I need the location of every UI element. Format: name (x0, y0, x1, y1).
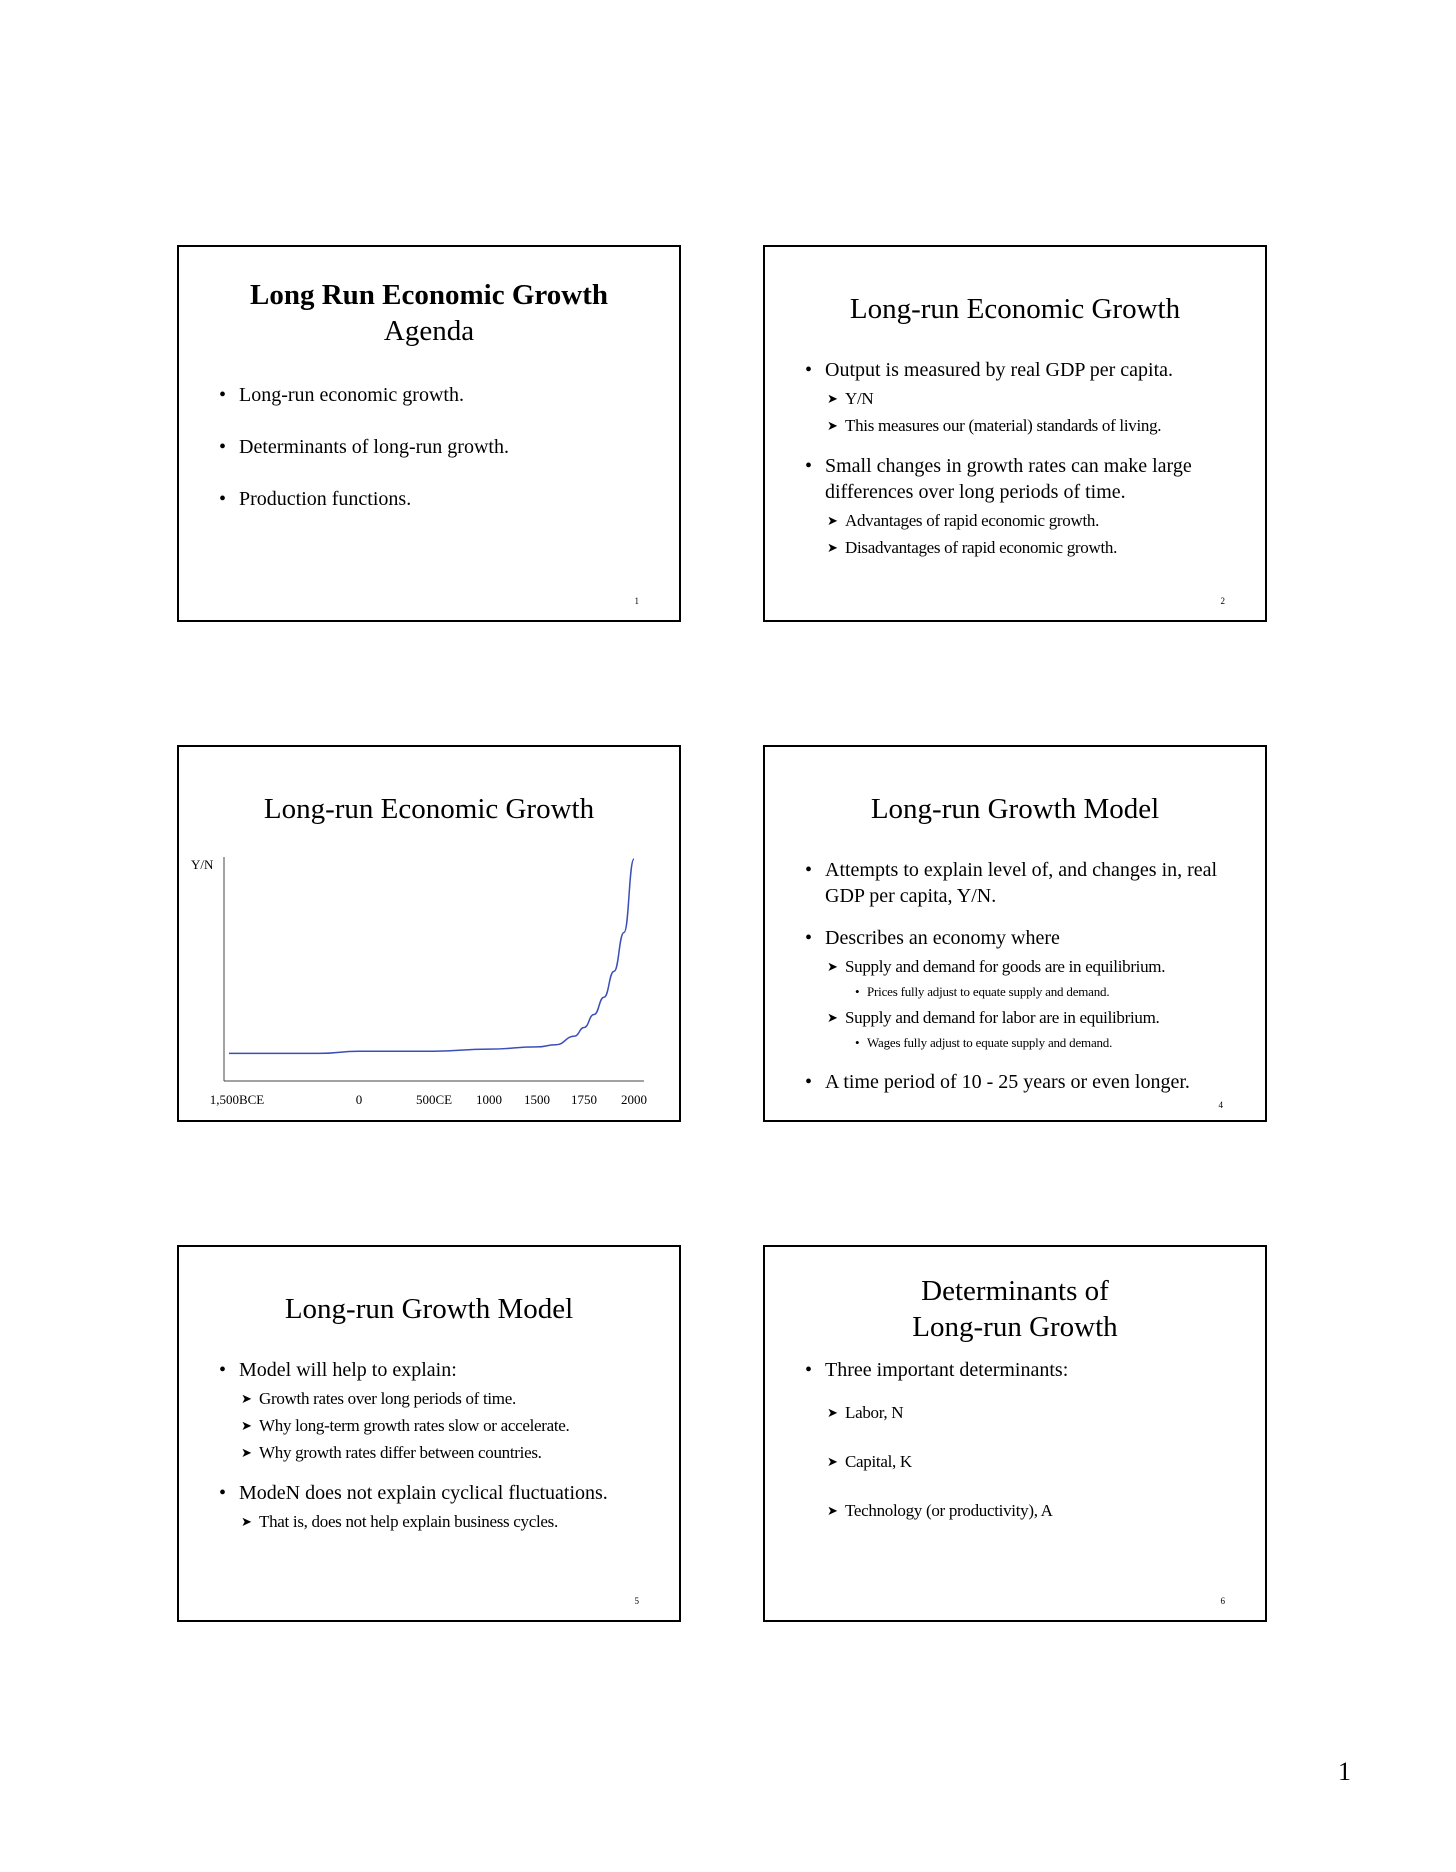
sub-list (825, 385, 1245, 439)
bullet-item (805, 857, 1245, 909)
slide-number: 6 (1220, 1596, 1225, 1606)
bullet-text: Small changes in growth rates can make large differences over long periods of time. (825, 455, 1192, 503)
sub-item: ➤ Why long-term growth rates slow or accelerate. (239, 1412, 659, 1439)
slide-number: 4 (1218, 1100, 1223, 1110)
x-tick-label: 1000 (476, 1092, 502, 1107)
sub-item: ➤ Advantages of rapid economic growth. (825, 507, 1245, 534)
sub-item: ➤ Growth rates over long periods of time. (239, 1385, 659, 1412)
bullet-text: Output is measured by real GDP per capita. (825, 359, 1174, 381)
subsub-item: • Prices fully adjust to equate supply and demand. (845, 980, 1245, 1004)
slide-1 (177, 245, 681, 622)
bullet-item: • Long-run economic growth. (219, 382, 659, 408)
slide-4 (763, 745, 1267, 1122)
sub-item: ➤ That is, does not help explain business cycles. (239, 1508, 659, 1535)
bullet-item (805, 453, 1245, 561)
sub-item: ➤ This measures our (material) standards of living. (825, 412, 1245, 439)
bullet-item (805, 1069, 1245, 1095)
bullet-item: • Production functions. (219, 486, 659, 512)
bullet-item (805, 925, 1245, 1055)
series-line (229, 859, 634, 1053)
slide-title (179, 277, 679, 349)
bullet-item (805, 357, 1245, 439)
slide-number: 2 (1220, 596, 1225, 606)
slide-title: Long-run Economic Growth (263, 793, 595, 825)
subsub-list (845, 1031, 1245, 1055)
bullet-list (219, 382, 659, 512)
title-line: Determinants of (921, 1275, 1109, 1307)
bullet-item (219, 1480, 659, 1535)
sub-list (239, 1385, 659, 1466)
sub-item (825, 953, 1245, 1004)
slide-title: Long-run Growth Model (284, 1293, 574, 1325)
subsub-list (845, 980, 1245, 1004)
sub-item (825, 1004, 1245, 1055)
slide-6 (763, 1245, 1267, 1622)
sub-list (825, 507, 1245, 561)
x-tick-label: 2000 (621, 1092, 647, 1107)
bullet-item (219, 1357, 659, 1466)
bullet-list (805, 357, 1245, 561)
bullet-list (219, 1357, 659, 1535)
sub-item: ➤ Labor, N (825, 1399, 1245, 1426)
bullet-item: • Determinants of long-run growth. (219, 434, 659, 460)
bullet-text: Model will help to explain: (239, 1359, 457, 1381)
growth-chart (179, 747, 679, 1120)
sub-item: ➤ Disadvantages of rapid economic growth. (825, 534, 1245, 561)
sub-list (825, 1399, 1245, 1524)
sub-item: ➤ Y/N (825, 385, 1245, 412)
sub-list (825, 953, 1245, 1055)
title-line: Long-run Growth (912, 1311, 1118, 1343)
y-axis-label: Y/N (191, 857, 214, 872)
slide-2 (763, 245, 1267, 622)
bullet-list (805, 857, 1245, 1095)
bullet-text: ModeN does not explain cyclical fluctuations. (239, 1482, 608, 1504)
bullet-list (805, 1357, 1245, 1524)
slide-5 (177, 1245, 681, 1622)
x-tick-label: 1,500BCE (209, 1092, 265, 1107)
x-tick-label: 1750 (571, 1092, 597, 1107)
page-number: 1 (1338, 1757, 1351, 1786)
sub-item: ➤ Capital, K (825, 1448, 1245, 1475)
bullet-text: Describes an economy where (825, 927, 1060, 949)
sub-list (239, 1508, 659, 1535)
slide-title (765, 1273, 1265, 1345)
sub-item: ➤ Why growth rates differ between countries. (239, 1439, 659, 1466)
slide-number: 5 (634, 1596, 639, 1606)
bullet-item (805, 1357, 1245, 1524)
slide-title: Long-run Growth Model (870, 793, 1160, 825)
x-tick-label: 0 (355, 1092, 363, 1107)
sub-item-text: Supply and demand for labor are in equilibrium. (845, 1008, 1160, 1027)
bullet-text: A time period of 10 - 25 years or even longer. (825, 1071, 1190, 1093)
sub-item: ➤ Technology (or productivity), A (825, 1497, 1245, 1524)
slide-title: Long-run Economic Growth (849, 293, 1181, 325)
x-tick-label: 500CE (415, 1092, 453, 1107)
x-tick-label: 1500 (524, 1092, 550, 1107)
bullet-text: Three important determinants: (825, 1359, 1069, 1381)
slide-number: 1 (634, 596, 639, 606)
title-bold: Long Run Economic Growth (250, 279, 608, 311)
bullet-text: Attempts to explain level of, and changes in, real GDP per capita, Y/N. (825, 859, 1218, 907)
subsub-item: • Wages fully adjust to equate supply and demand. (845, 1031, 1245, 1055)
sub-item-text: Supply and demand for goods are in equilibrium. (845, 957, 1166, 976)
title-subtitle: Agenda (383, 315, 475, 347)
slide-3 (177, 745, 681, 1122)
